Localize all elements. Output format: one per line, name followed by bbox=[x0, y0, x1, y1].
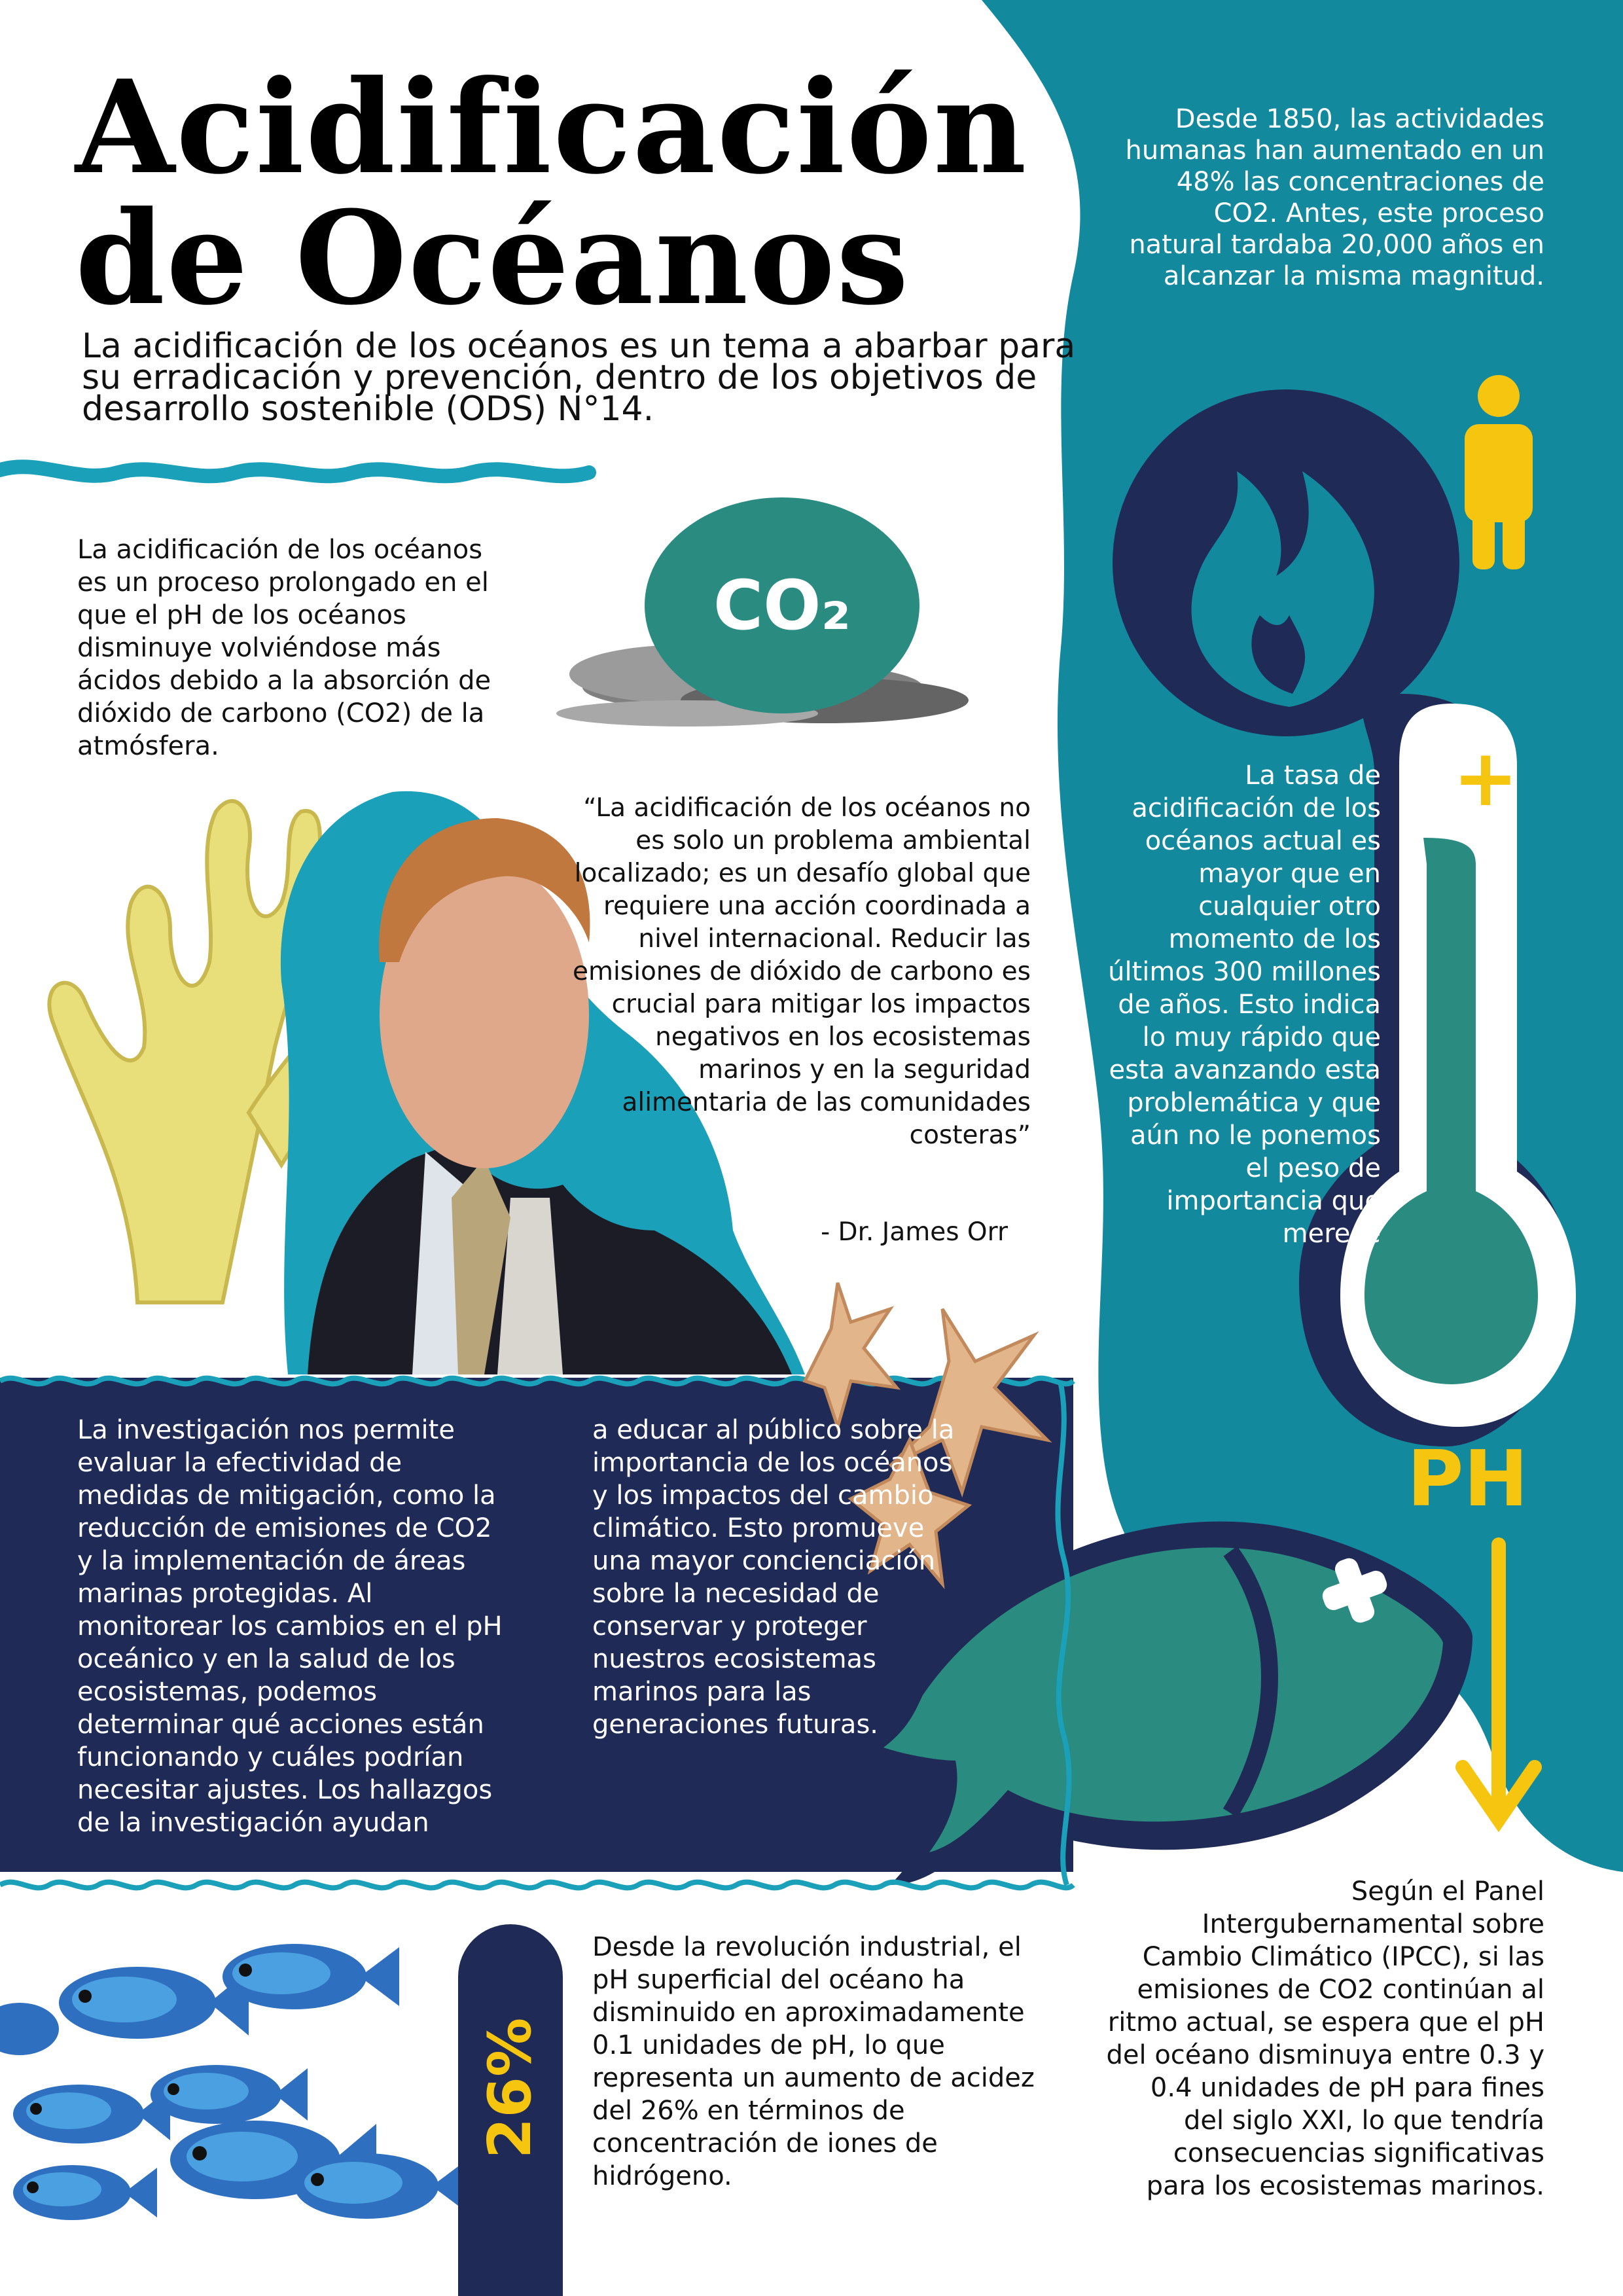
since-1850-text: Desde 1850, las actividades humanas han aumentado en un 48% las concentraciones de CO2. Antes, este proceso natural tardaba 20,000 años en alcanzar la misma magnitud. bbox=[1125, 104, 1544, 291]
research-text-col2: a educar al público sobre la importancia de los océanos y los impactos del cambio climático. Esto promueve una mayor concienciación sobre la necesidad de conservar y proteger nuestros ecosistemas marinos para las generaciones futuras. bbox=[592, 1415, 955, 1740]
stat-value-box bbox=[458, 1924, 563, 2251]
blue-fish-school bbox=[0, 1944, 471, 2220]
research-text-col1: La investigación nos permite evaluar la efectividad de medidas de mitigación, como la reducción de emisiones de CO2 y la implementación de áreas marinas protegidas. Al monitorear los cambios en el pH oceánico y en la salud de los ecosistemas, podemos determinar qué acciones están funcionando y cuáles podrían necesitar ajustes. Los hallazgos de la investigación ayudan bbox=[77, 1415, 503, 1838]
co2-circle bbox=[645, 497, 919, 713]
thermometer-plus: + bbox=[1452, 733, 1519, 824]
research-bottom-wave bbox=[0, 1882, 1073, 1888]
stat-text: Desde la revolución industrial, el pH superficial del océano ha disminuido en aproximadamente 0.1 unidades de pH, lo que representa un aumento de acidez del 26% en términos de concentración de iones de hidrógeno. bbox=[592, 1932, 1035, 2191]
definition-text: La acidificación de los océanos es un proceso prolongado en el que el pH de los océanos disminuye volviéndose más ácidos debido a la absorción de dióxido de carbono (CO2) de la atmósfera. bbox=[77, 535, 491, 761]
ipcc-text: Según el Panel Intergubernamental sobre Cambio Climático (IPCC), si las emisiones de CO2 continúan al ritmo actual, se espera que el pH del océano disminuya entre 0.3 y 0.4 unidades de pH para fines del siglo XXI, lo que tendría consecuencias significativas para los ecosistemas marinos. bbox=[1106, 1876, 1544, 2201]
ph-label: PH bbox=[1407, 1433, 1529, 1524]
co2-label: CO₂ bbox=[713, 565, 851, 645]
intro-text: La acidificación de los océanos es un tema a abarbar para su erradicación y prevención, dentro de los objetivos de desarrollo sostenible (ODS) N°14. bbox=[82, 327, 1076, 429]
stat-value: 26% bbox=[476, 2017, 545, 2159]
title-line-1: Acidificación bbox=[75, 52, 1028, 203]
title-line-2: de Océanos bbox=[75, 183, 910, 334]
quote-author: - Dr. James Orr bbox=[821, 1217, 1008, 1247]
intro-wave bbox=[0, 467, 589, 476]
quote-text: “La acidificación de los océanos no es solo un problema ambiental localizado; es un desafío global que requiere una acción coordinada a nivel internacional. Reducir las emisiones de dióxido de carbono es crucial para mitigar los impactos negativos en los ecosistemas marinos y en la seguridad alimentaria de las comunidades costeras” bbox=[572, 793, 1031, 1150]
page-title bbox=[75, 52, 1028, 334]
acidification-rate-text: La tasa de acidificación de los océanos actual es mayor que en cualquier otro momento de los últimos 300 millones de años. Esto indica lo muy rápido que esta avanzando esta problemática y que aún no le ponemos el peso de importancia que merece bbox=[1108, 761, 1381, 1249]
